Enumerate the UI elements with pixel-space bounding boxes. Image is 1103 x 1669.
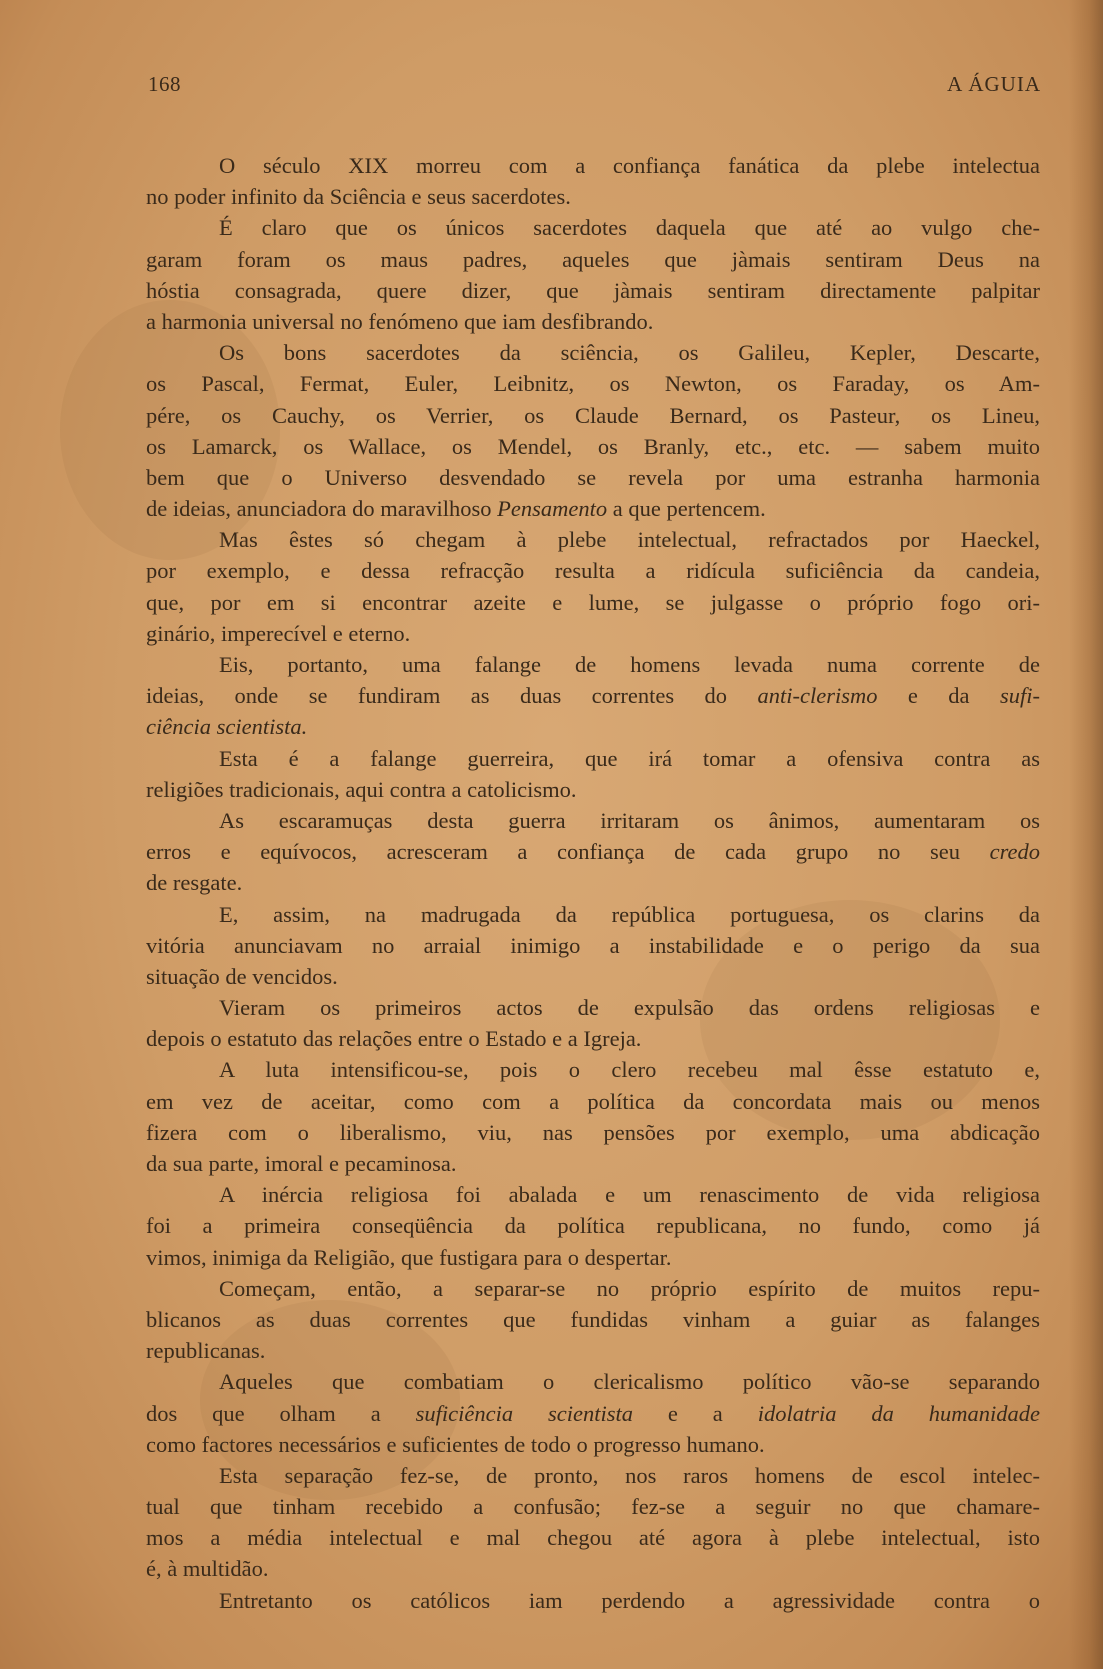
text-line bbox=[146, 1585, 1040, 1616]
text-segment: Mas êstes só chegam à plebe intelectual, refractados por Haeckel, bbox=[219, 527, 1040, 553]
text-segment: republicanas. bbox=[146, 1338, 266, 1364]
text-segment: Começam, então, a separar-se no próprio espírito de muitos repu- bbox=[219, 1275, 1040, 1301]
text-line bbox=[146, 1398, 1040, 1429]
italic-text: idolatria da humanidade bbox=[757, 1400, 1040, 1426]
text-segment: As escaramuças desta guerra irritaram os ânimos, aumentaram os bbox=[219, 807, 1040, 833]
text-segment: mos a média intelectual e mal chegou até agora à plebe intelectual, isto bbox=[146, 1525, 1040, 1551]
text-segment: vimos, inimiga da Religião, que fustigara para o despertar. bbox=[146, 1244, 672, 1270]
text-line bbox=[146, 867, 1040, 898]
text-line bbox=[146, 1553, 1040, 1584]
text-segment: da sua parte, imoral e pecaminosa. bbox=[146, 1151, 457, 1176]
text-line bbox=[146, 524, 1040, 555]
text-line bbox=[146, 212, 1040, 243]
text-line bbox=[146, 150, 1040, 181]
text-line bbox=[146, 774, 1040, 805]
text-segment: blicanos as duas correntes que fundidas vinham a guiar as falanges bbox=[146, 1306, 1040, 1332]
text-line bbox=[146, 1366, 1040, 1397]
text-segment: Os bons sacerdotes da sciência, os Galileu, Kepler, Descarte, bbox=[219, 340, 1040, 366]
italic-text: ciência scientista. bbox=[146, 714, 308, 740]
text-segment: A luta intensificou-se, pois o clero recebeu mal êsse estatuto e, bbox=[219, 1057, 1040, 1083]
italic-text: suficiência scientista bbox=[415, 1400, 633, 1426]
text-segment: hóstia consagrada, quere dizer, que jàmais sentiram directamente palpitar bbox=[146, 277, 1040, 303]
text-segment: A inércia religiosa foi abalada e um renascimento de vida religiosa bbox=[219, 1182, 1040, 1208]
text-segment: situação de vencidos. bbox=[146, 963, 338, 989]
text-line bbox=[146, 1054, 1040, 1085]
text-line bbox=[146, 400, 1040, 431]
text-line bbox=[146, 368, 1040, 399]
text-segment: de resgate. bbox=[146, 870, 243, 896]
text-segment: dos que olham a bbox=[146, 1400, 416, 1426]
text-segment: Esta separação fez-se, de pronto, nos raros homens de escol intelec- bbox=[219, 1462, 1040, 1488]
text-segment: Entretanto os católicos iam perdendo a agressividade contra o bbox=[219, 1587, 1040, 1613]
running-head bbox=[148, 72, 1041, 100]
text-line bbox=[146, 1522, 1040, 1553]
text-segment: a harmonia universal no fenómeno que iam desfibrando. bbox=[146, 308, 654, 334]
running-title: A ÁGUIA bbox=[947, 72, 1041, 96]
text-line bbox=[146, 930, 1040, 961]
text-line bbox=[146, 1273, 1040, 1304]
text-segment: ginário, imperecível e eterno. bbox=[146, 620, 411, 646]
text-line bbox=[146, 1148, 1040, 1179]
text-segment: religiões tradicionais, aqui contra a catolicismo. bbox=[146, 776, 577, 802]
italic-text: sufi- bbox=[999, 683, 1040, 709]
text-segment: Vieram os primeiros actos de expulsão das ordens religiosas e bbox=[219, 995, 1040, 1021]
text-line bbox=[146, 618, 1040, 649]
text-segment: O século XIX morreu com a confiança fanática da plebe intelectua bbox=[219, 153, 1040, 178]
text-segment: é, à multidão. bbox=[146, 1556, 269, 1582]
text-line bbox=[146, 1304, 1040, 1335]
text-line bbox=[146, 306, 1040, 337]
text-line bbox=[146, 1429, 1040, 1460]
text-line bbox=[146, 1210, 1040, 1241]
text-segment: e da bbox=[877, 683, 1000, 709]
italic-text: anti-clerismo bbox=[757, 683, 878, 709]
text-segment: que, por em si encontrar azeite e lume, se julgasse o próprio fogo ori- bbox=[146, 589, 1040, 615]
text-segment: pére, os Cauchy, os Verrier, os Claude Bernard, os Pasteur, os Lineu, bbox=[146, 402, 1040, 428]
text-line bbox=[146, 275, 1040, 306]
text-line bbox=[146, 1023, 1040, 1054]
text-line bbox=[146, 805, 1040, 836]
text-segment: tual que tinham recebido a confusão; fez-se a seguir no que chamare- bbox=[146, 1494, 1040, 1520]
text-line bbox=[146, 1117, 1040, 1148]
text-segment: Esta é a falange guerreira, que irá tomar a ofensiva contra as bbox=[219, 745, 1040, 771]
text-segment: ideias, onde se fundiram as duas correntes do bbox=[146, 683, 758, 709]
text-segment: Eis, portanto, uma falange de homens levada numa corrente de bbox=[219, 652, 1040, 677]
text-line bbox=[146, 462, 1040, 493]
page-number: 168 bbox=[148, 72, 181, 96]
italic-text: credo bbox=[989, 839, 1040, 865]
text-line bbox=[146, 711, 1040, 742]
text-line bbox=[146, 899, 1040, 930]
text-segment: É claro que os únicos sacerdotes daquela que até ao vulgo che- bbox=[219, 215, 1040, 241]
text-segment: E, assim, na madrugada da república portuguesa, os clarins da bbox=[219, 901, 1040, 927]
text-segment: por exemplo, e dessa refracção resulta a ridícula suficiência da candeia, bbox=[146, 558, 1040, 584]
text-segment: Aqueles que combatiam o clericalismo político vão-se separando bbox=[219, 1369, 1040, 1395]
text-segment: os Pascal, Fermat, Euler, Leibnitz, os Newton, os Faraday, os Am- bbox=[146, 371, 1040, 397]
text-line bbox=[146, 1335, 1040, 1366]
text-line bbox=[146, 337, 1040, 368]
text-line bbox=[146, 587, 1040, 618]
text-line bbox=[146, 961, 1040, 992]
text-line bbox=[146, 743, 1040, 774]
text-line bbox=[146, 649, 1040, 680]
article-body bbox=[146, 150, 1040, 1616]
page-edge-shadow bbox=[1069, 0, 1103, 1669]
text-line bbox=[146, 493, 1040, 524]
text-line bbox=[146, 431, 1040, 462]
text-segment: em vez de aceitar, como com a política da concordata mais ou menos bbox=[146, 1088, 1040, 1114]
text-line bbox=[146, 680, 1040, 711]
text-line bbox=[146, 1242, 1040, 1273]
text-line bbox=[146, 992, 1040, 1023]
text-segment: foi a primeira conseqüência da política republicana, no fundo, como já bbox=[146, 1213, 1040, 1239]
text-segment: depois o estatuto das relações entre o Estado e a Igreja. bbox=[146, 1026, 642, 1052]
text-segment: como factores necessários e suficientes de todo o progresso humano. bbox=[146, 1431, 765, 1457]
text-segment: erros e equívocos, acresceram a confiança de cada grupo no seu bbox=[146, 839, 990, 865]
text-segment: e a bbox=[632, 1400, 758, 1426]
text-segment: fizera com o liberalismo, viu, nas pensões por exemplo, uma abdicação bbox=[146, 1119, 1040, 1145]
text-segment: de ideias, anunciadora do maravilhoso bbox=[146, 496, 498, 522]
text-line bbox=[146, 1491, 1040, 1522]
italic-text: Pensamento bbox=[497, 496, 608, 522]
text-segment: bem que o Universo desvendado se revela por uma estranha harmonia bbox=[146, 464, 1040, 490]
text-segment: os Lamarck, os Wallace, os Mendel, os Branly, etc., etc. — sabem muito bbox=[146, 433, 1040, 459]
text-line bbox=[146, 1086, 1040, 1117]
text-segment: no poder infinito da Sciência e seus sacerdotes. bbox=[146, 184, 571, 210]
text-segment: garam foram os maus padres, aqueles que jàmais sentiram Deus na bbox=[146, 246, 1040, 272]
text-segment: vitória anunciavam no arraial inimigo a instabilidade e o perigo da sua bbox=[146, 932, 1040, 958]
text-line bbox=[146, 836, 1040, 867]
text-line bbox=[146, 1460, 1040, 1491]
text-segment: a que pertencem. bbox=[607, 496, 766, 522]
text-line bbox=[146, 244, 1040, 275]
text-line bbox=[146, 181, 1040, 212]
text-line bbox=[146, 1179, 1040, 1210]
text-line bbox=[146, 555, 1040, 586]
